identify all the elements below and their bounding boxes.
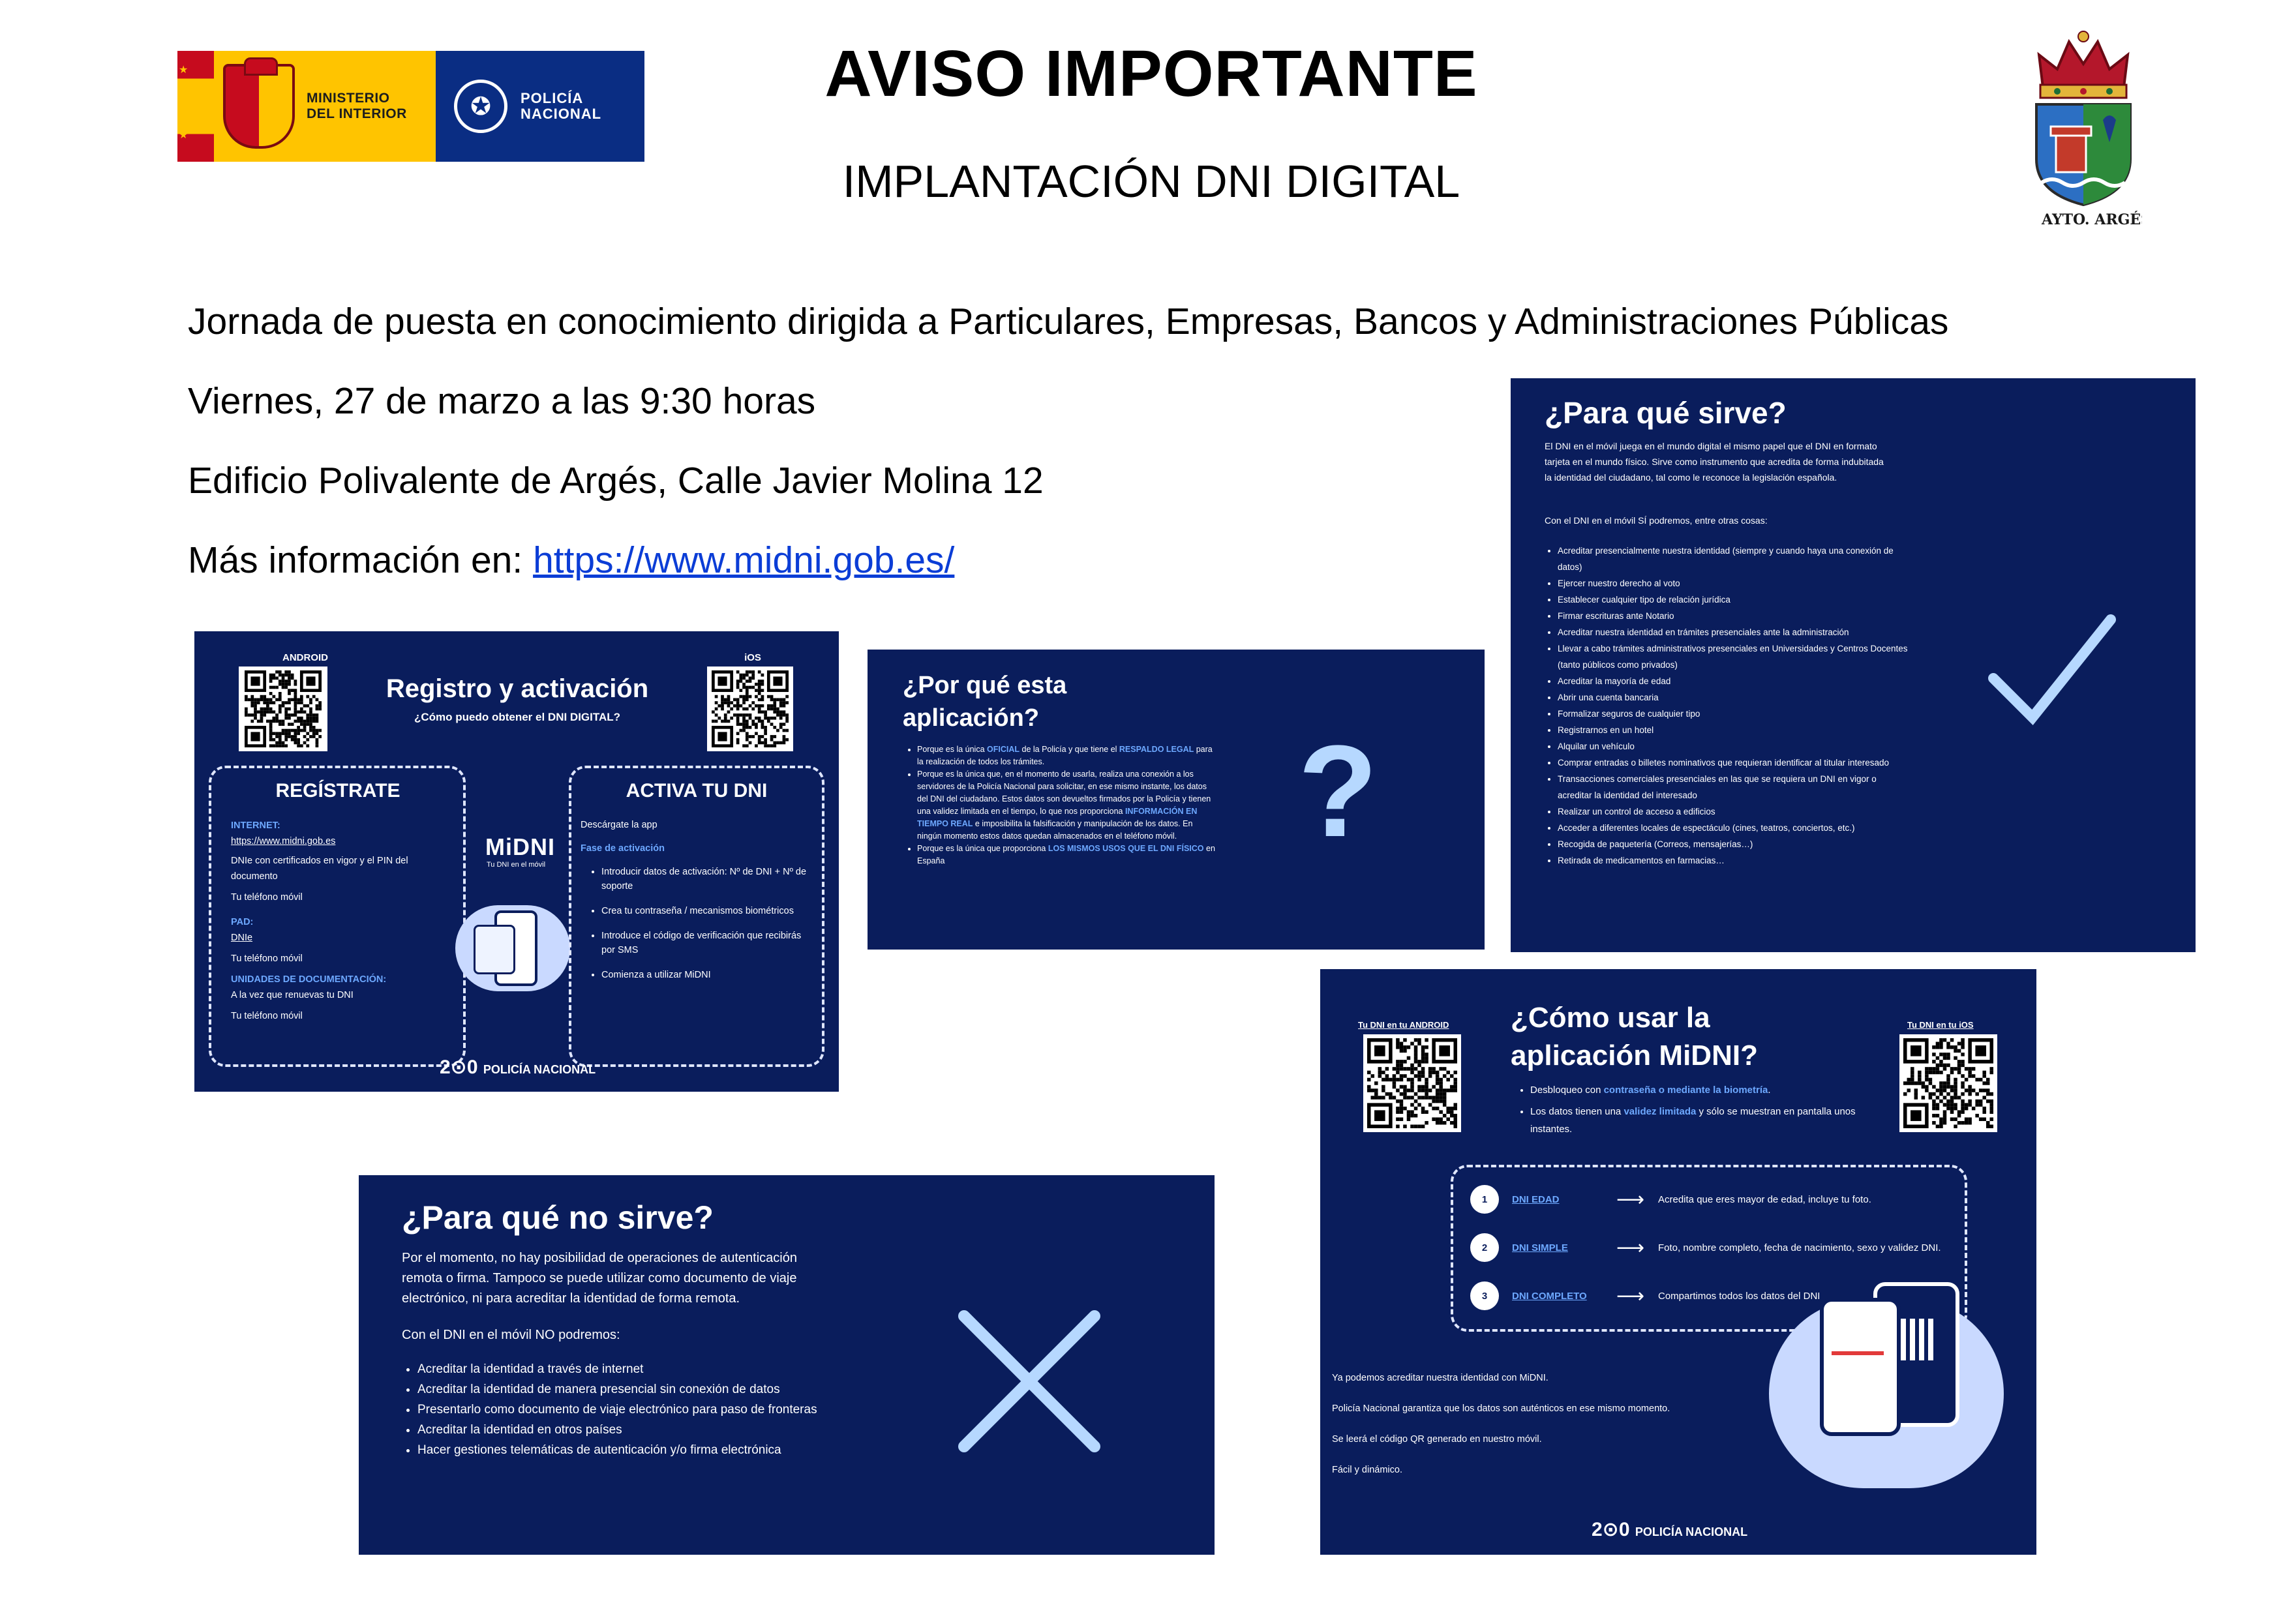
arrow-right-icon: ⟶ [1616, 1285, 1645, 1307]
como-android-label: Tu DNI en tu ANDROID [1358, 1020, 1449, 1030]
mode-number-badge: 1 [1470, 1185, 1499, 1214]
activation-step: • Introduce el código de verificación que recibirás por SMS [601, 929, 815, 957]
arrow-right-icon: ⟶ [1616, 1188, 1645, 1210]
porque-text: de la Policía y que tiene el [1020, 745, 1119, 754]
porque-title [903, 669, 1066, 734]
gob-line1: MINISTERIO [307, 91, 390, 106]
activation-step: • Comienza a utilizar MiDNI [601, 968, 815, 982]
nosirve-lead: Con el DNI en el móvil NO podremos: [402, 1328, 620, 1342]
ministerio-interior-logo [214, 51, 436, 162]
coat-of-arms-icon [223, 64, 295, 149]
spain-flag-strip: ★ ★ ★ ★ [177, 51, 214, 162]
midni-tagline: Tu DNI en el móvil [487, 861, 546, 869]
list-item: • Registrarnos en un hotel [1558, 722, 1910, 738]
como-text: Desbloqueo con [1530, 1085, 1604, 1096]
list-item: • Acreditar nuestra identidad en trámites presenciales ante la administración [1558, 624, 1910, 640]
list-item: • Establecer cualquier tipo de relación jurídica [1558, 592, 1910, 608]
info-more-label: Más información en: [188, 539, 534, 581]
list-item: • Comprar entradas o billetes nominativos que requieran identificar al titular interesado [1558, 755, 1910, 771]
list-item: • Llevar a cabo trámites administrativos presenciales en Universidades y Centros Docentes (tanto públicos como privados) [1558, 640, 1910, 673]
mode-row [1470, 1223, 1966, 1272]
phone-hand-illustration-icon [455, 905, 570, 991]
list-item: • Formalizar seguros de cualquier tipo [1558, 706, 1910, 722]
qr-scan-illustration-icon [1769, 1299, 2004, 1488]
sirve-list [1537, 543, 1910, 869]
units-label: UNIDADES DE DOCUMENTACIÓN: [231, 974, 387, 985]
porque-text: para la realización de todos los trámites. [917, 745, 1213, 766]
info-line-more [188, 539, 954, 582]
porque-text: Porque es la única [917, 745, 988, 754]
como-bullets [1509, 1081, 1896, 1138]
porque-text: en España [917, 844, 1215, 865]
list-item: • Firmar escrituras ante Notario [1558, 608, 1910, 624]
crest-label: AYTO. ARGÉS [2042, 211, 2142, 228]
card-para-que-no-sirve [359, 1175, 1215, 1555]
list-item: • Acreditar la mayoría de edad [1558, 673, 1910, 689]
checkmark-icon [1987, 607, 2117, 730]
qr-android-icon [239, 667, 327, 751]
list-item: • Acreditar la identidad en otros países [417, 1420, 861, 1440]
list-item: • Recogida de paquetería (Correos, mensajerías…) [1558, 836, 1910, 852]
phone-2: Tu teléfono móvil [231, 953, 303, 964]
phone-3: Tu teléfono móvil [231, 1011, 303, 1021]
activa-list [581, 818, 815, 982]
list-item: • Hacer gestiones telemáticas de autenticación y/o firma electrónica [417, 1440, 861, 1460]
porque-item-3 [917, 843, 1217, 867]
porque-accent: INFORMACIÓN EN TIEMPO REAL [917, 807, 1198, 828]
pad-req: DNIe [231, 933, 253, 943]
mode-description: Acredita que eres mayor de edad, incluye tu foto. [1658, 1193, 1871, 1205]
mode-description: Compartimos todos los datos del DNI [1658, 1290, 1820, 1302]
midni-logo: MiDNI [485, 833, 555, 860]
list-item: • Acceder a diferentes locales de espectáculo (cines, teatros, conciertos, etc.) [1558, 820, 1910, 836]
porque-title-line2: aplicación? [903, 704, 1040, 732]
nosirve-list [397, 1359, 861, 1460]
mode-name: DNI SIMPLE [1512, 1242, 1568, 1253]
card-por-que-aplicacion [868, 650, 1485, 950]
activation-step: • Crea tu contraseña / mecanismos biométricos [601, 904, 815, 918]
como-footer-logo: POLICÍA NACIONAL [1635, 1525, 1748, 1538]
ministerio-policia-logo [177, 51, 644, 162]
list-item: • Transacciones comerciales presenciales en las que se requiera un DNI en vigor o acreditar la identidad del interesado [1558, 771, 1910, 803]
ayto-arges-crest [2025, 22, 2142, 231]
policia-nacional-logo [436, 51, 644, 162]
midni-link[interactable]: https://www.midni.gob.es/ [533, 539, 955, 581]
registro-subtitle: ¿Cómo puedo obtener el DNI DIGITAL? [414, 711, 621, 723]
qr-android-icon [1363, 1034, 1461, 1132]
porque-accent: RESPALDO LEGAL [1119, 745, 1194, 754]
qr-ios-icon [707, 667, 793, 751]
como-ios-label: Tu DNI en tu iOS [1907, 1020, 1974, 1030]
card-como-usar-midni [1320, 969, 2036, 1555]
activation-steps [581, 865, 815, 982]
mode-number-badge: 2 [1470, 1233, 1499, 1262]
list-item: • Realizar un control de acceso a edificios [1558, 803, 1910, 820]
porque-item-2 [917, 768, 1217, 843]
card-para-que-sirve [1511, 378, 2196, 952]
registrate-title: REGÍSTRATE [275, 780, 400, 802]
como-note-3: Se leerá el código QR generado en nuestro móvil. [1332, 1434, 1542, 1445]
como-accent: validez limitada [1624, 1106, 1697, 1117]
sirve-title: ¿Para qué sirve? [1545, 396, 1787, 430]
mode-description: Foto, nombre completo, fecha de nacimiento, sexo y validez DNI. [1658, 1242, 1941, 1253]
pol-line1: POLICÍA [521, 90, 584, 106]
porque-text: Porque es la única que proporciona [917, 844, 1048, 853]
mode-name: DNI COMPLETO [1512, 1290, 1587, 1302]
registrate-list [231, 818, 453, 1024]
list-item: • Retirada de medicamentos en farmacias… [1558, 852, 1910, 869]
list-item: • Acreditar la identidad de manera presencial sin conexión de datos [417, 1379, 861, 1400]
ios-label: iOS [744, 652, 761, 663]
list-item: • Ejercer nuestro derecho al voto [1558, 575, 1910, 592]
como-note-1: Ya podemos acreditar nuestra identidad con MiDNI. [1332, 1373, 1548, 1383]
policia-200-logo: 2⊙0 POLICÍA NACIONAL [1592, 1519, 1748, 1540]
porque-accent: OFICIAL [987, 745, 1020, 754]
list-item: • Presentarlo como documento de viaje electrónico para paso de fronteras [417, 1400, 861, 1420]
como-bullet-1 [1530, 1081, 1896, 1099]
list-item: • Acreditar presencialmente nuestra identidad (siempre y cuando haya una conexión de datos) [1558, 543, 1910, 575]
como-title-line2: aplicación MiDNI? [1511, 1040, 1758, 1071]
internet-url: https://www.midni.gob.es [231, 836, 336, 846]
porque-list [896, 743, 1217, 867]
phone-1: Tu teléfono móvil [231, 892, 303, 903]
como-note-2: Policía Nacional garantiza que los datos son auténticos en ese mismo momento. [1332, 1403, 1670, 1414]
como-footer-notes [1332, 1363, 1775, 1486]
nosirve-intro: Por el momento, no hay posibilidad de operaciones de autenticación remota o firma. Tampoco se puede utilizar como documento de viaje electrónico, ni para acreditar la identidad de forma remota. [402, 1251, 797, 1306]
como-text: . [1768, 1085, 1771, 1096]
download-text: Descárgate la app [581, 820, 657, 830]
android-label: ANDROID [282, 652, 328, 663]
list-item: • Acreditar la identidad a través de internet [417, 1359, 861, 1379]
phase-label: Fase de activación [581, 843, 665, 854]
page-title: AVISO IMPORTANTE [824, 37, 1478, 110]
info-line-date: Viernes, 27 de marzo a las 9:30 horas [188, 380, 816, 422]
qr-ios-icon [1899, 1034, 1997, 1132]
como-title [1511, 999, 1758, 1075]
card-registro-activacion [194, 631, 839, 1092]
units-req: A la vez que renuevas tu DNI [231, 990, 354, 1000]
como-bullet-2 [1530, 1103, 1896, 1138]
policia-200-logo: 2⊙0 POLICÍA NACIONAL [440, 1056, 596, 1078]
como-accent: contraseña o mediante la biometría [1603, 1085, 1768, 1096]
pol-line2: NACIONAL [521, 106, 602, 122]
arrow-right-icon: ⟶ [1616, 1236, 1645, 1259]
registro-title: Registro y activación [385, 674, 649, 703]
sirve-lead: Con el DNI en el móvil SÍ podremos, entre otras cosas: [1545, 515, 1768, 526]
pad-label: PAD: [231, 917, 254, 927]
mode-number-badge: 3 [1470, 1281, 1499, 1310]
activa-title: ACTIVA TU DNI [626, 780, 768, 802]
info-line-location: Edificio Polivalente de Argés, Calle Javier Molina 12 [188, 460, 1044, 502]
como-text: y sólo se muestran en pantalla unos instantes. [1530, 1106, 1856, 1135]
police-badge-icon: ✪ [454, 80, 507, 133]
question-mark-icon: ? [1298, 719, 1378, 864]
sirve-intro: El DNI en el móvil juega en el mundo digital el mismo papel que el DNI en formato tarjeta en el mundo físico. Sirve como instrumento que acredita de forma indubitada la identidad del ciudadano, tal como le reconoce la legislación española. [1545, 441, 1884, 483]
page-subtitle: IMPLANTACIÓN DNI DIGITAL [842, 156, 1460, 207]
porque-text: Porque es la única que, en el momento de usarla, realiza una conexión a los servidores de la Policía Nacional para solicitar, en ese mismo instante, los datos del DNI del ciudadano. Estos datos son devueltos firmados por la Policía y tienen una validez limitada en el tiempo, lo que nos proporciona [917, 770, 1211, 816]
mode-name: DNI EDAD [1512, 1193, 1560, 1205]
mode-row [1470, 1175, 1966, 1223]
internet-label: INTERNET: [231, 820, 280, 831]
como-title-line1: ¿Cómo usar la [1511, 1002, 1710, 1034]
list-item: • Abrir una cuenta bancaria [1558, 689, 1910, 706]
como-note-4: Fácil y dinámico. [1332, 1465, 1402, 1475]
x-cross-icon [958, 1310, 1101, 1453]
porque-title-line1: ¿Por qué esta [903, 672, 1067, 699]
porque-accent: LOS MISMOS USOS QUE EL DNI FÍSICO [1048, 844, 1204, 853]
registro-footer-logo: POLICÍA NACIONAL [483, 1063, 596, 1076]
list-item: • Alquilar un vehículo [1558, 738, 1910, 755]
activation-step: • Introducir datos de activación: Nº de DNI + Nº de soporte [601, 865, 815, 893]
gob-line2: DEL INTERIOR [307, 106, 407, 121]
info-line-audience: Jornada de puesta en conocimiento dirigida a Particulares, Empresas, Bancos y Administraciones Públicas [188, 301, 1949, 342]
nosirve-title: ¿Para qué no sirve? [402, 1199, 714, 1236]
internet-req: DNIe con certificados en vigor y el PIN del documento [231, 856, 408, 882]
como-text: Los datos tienen una [1530, 1106, 1624, 1117]
crest-icon [2025, 22, 2142, 231]
porque-item-1 [917, 743, 1217, 768]
porque-text: e imposibilita la falsificación y manipulación de los datos. En ningún momento estos datos quedan almacenados en el teléfono móvil. [917, 819, 1193, 841]
